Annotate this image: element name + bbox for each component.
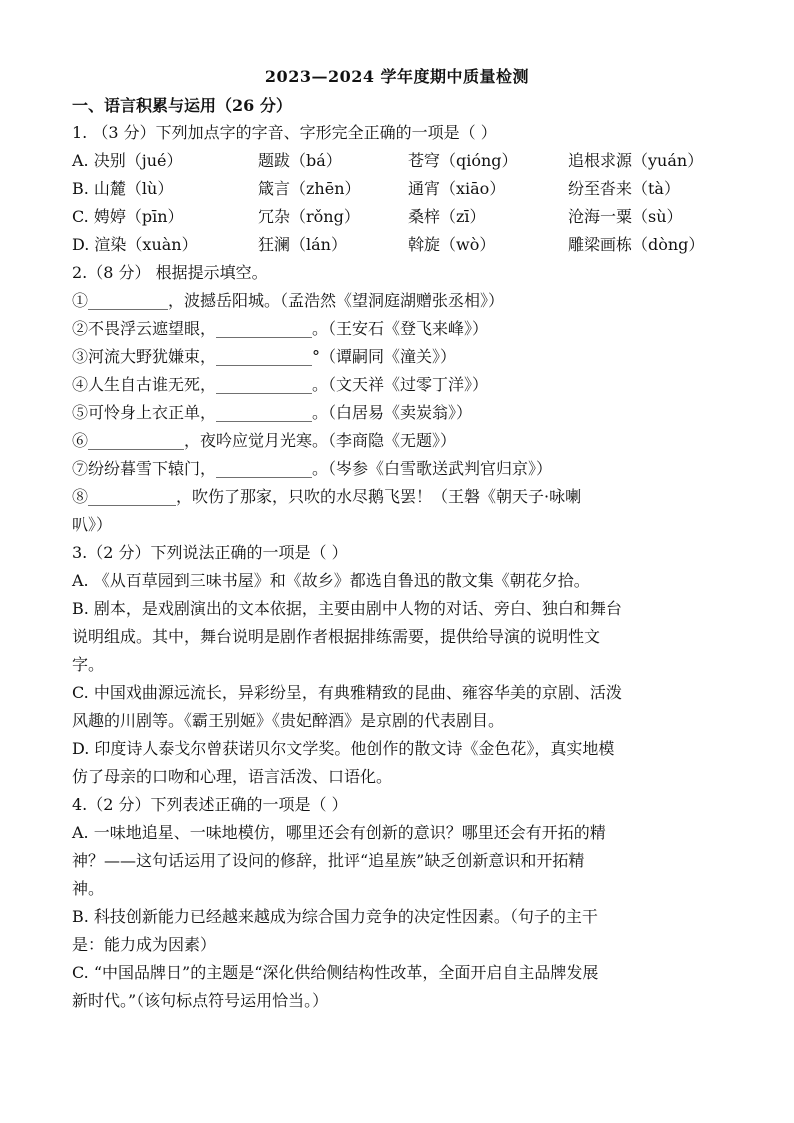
exam-title: 2023—2024 学年度期中质量检测 bbox=[264, 67, 530, 86]
question-3-line: B. 剧本，是戏剧演出的文本依据，主要由剧中人物的对话、旁白、独白和舞台 bbox=[72, 599, 622, 618]
fill-blank-item: ④人生自古谁无死，____________。（文天祥《过零丁洋》） bbox=[72, 375, 489, 394]
question-3-line: C. 中国戏曲源远流长，异彩纷呈，有典雅精致的昆曲、雍容华美的京剧、活泼 bbox=[72, 683, 622, 702]
option-b-word-4: 纷至沓来（tà） bbox=[568, 179, 680, 198]
question-4-line: 是：能力成为因素） bbox=[72, 935, 217, 954]
question-3-line: 风趣的川剧等。《霸王别姬》《贵妃醉酒》是京剧的代表剧目。 bbox=[72, 711, 505, 730]
section-heading: 一、语言积累与运用（26 分） bbox=[72, 96, 292, 115]
option-c-word-1: C. 娉婷（pīn） bbox=[72, 207, 184, 226]
question-4-line: B. 科技创新能力已经越来越成为综合国力竞争的决定性因素。（句子的主干 bbox=[72, 907, 598, 926]
fill-blank-item: ⑧___________，吹伤了那家，只吹的水尽鹅飞罢！（王磐《朝天子·咏喇 bbox=[72, 487, 582, 506]
option-a-word-2: 题跋（bá） bbox=[258, 151, 342, 170]
question-4-line: 神？——这句话运用了设问的修辞，批评“追星族”缺乏创新意识和开拓精 bbox=[72, 851, 585, 870]
option-b-word-1: B. 山麓（lù） bbox=[72, 179, 174, 198]
option-c-word-4: 沧海一粟（sù） bbox=[568, 207, 683, 226]
fill-blank-item: ⑥____________，夜吟应觉月光寒。（李商隐《无题》） bbox=[72, 431, 457, 450]
question-4-line: 新时代。”（该句标点符号运用恰当。） bbox=[72, 991, 329, 1010]
question-4-line: A. 一味地追星、一味地模仿，哪里还会有创新的意识？哪里还会有开拓的精 bbox=[72, 823, 606, 842]
fill-blank-item: ①__________，波撼岳阳城。（孟浩然《望洞庭湖赠张丞相》） bbox=[72, 291, 505, 310]
option-d-word-2: 狂澜（lán） bbox=[258, 235, 347, 254]
fill-blank-item-continued: 叭》） bbox=[72, 515, 113, 534]
question-3-line: D. 印度诗人泰戈尔曾获诺贝尔文学奖。他创作的散文诗《金色花》，真实地模 bbox=[72, 739, 615, 758]
option-a-word-1: A. 决别（jué） bbox=[72, 151, 183, 170]
option-d-word-1: D. 渲染（xuàn） bbox=[72, 235, 198, 254]
option-d-word-4: 雕梁画栋（dòng） bbox=[568, 235, 705, 254]
question-1-options bbox=[72, 151, 732, 263]
question-4-stem: 4.（2 分）下列表述正确的一项是（ ） bbox=[72, 795, 348, 814]
option-row-a bbox=[72, 151, 732, 179]
question-3-line: 说明组成。其中，舞台说明是剧作者根据排练需要，提供给导演的说明性文 bbox=[72, 627, 601, 646]
option-b-word-2: 箴言（zhēn） bbox=[258, 179, 361, 198]
option-b-word-3: 通宵（xiāo） bbox=[408, 179, 506, 198]
question-4-line: C. “中国品牌日”的主题是“深化供给侧结构性改革，全面开启自主品牌发展 bbox=[72, 963, 599, 982]
question-3-line: A. 《从百草园到三味书屋》和《故乡》都选自鲁迅的散文集《朝花夕拾。 bbox=[72, 571, 590, 590]
option-a-word-3: 苍穹（qióng） bbox=[408, 151, 518, 170]
fill-blank-item: ②不畏浮云遮望眼，____________。（王安石《登飞来峰》） bbox=[72, 319, 489, 338]
question-3-line: 字。 bbox=[72, 655, 105, 674]
option-row-c bbox=[72, 207, 732, 235]
option-c-word-2: 冗杂（rǒng） bbox=[258, 207, 360, 226]
option-c-word-3: 桑梓（zī） bbox=[408, 207, 486, 226]
question-3-line: 仿了母亲的口吻和心理，语言活泼、口语化。 bbox=[72, 767, 393, 786]
option-a-word-4: 追根求源（yuán） bbox=[568, 151, 704, 170]
question-3-stem: 3.（2 分）下列说法正确的一项是（ ） bbox=[72, 543, 348, 562]
option-row-d bbox=[72, 235, 732, 263]
fill-blank-item: ⑤可怜身上衣正单，____________。（白居易《卖炭翁》） bbox=[72, 403, 473, 422]
question-4-line: 神。 bbox=[72, 879, 105, 898]
question-1-stem: 1. （3 分）下列加点字的字音、字形完全正确的一项是（ ） bbox=[72, 123, 497, 142]
option-row-b bbox=[72, 179, 732, 207]
fill-blank-item: ⑦纷纷暮雪下辕门，____________。（岑参《白雪歌送武判官归京》） bbox=[72, 459, 553, 478]
fill-blank-item: ③河流大野犹嫌束，____________°（谭嗣同《潼关》） bbox=[72, 347, 457, 366]
question-2-stem: 2.（8 分） 根据提示填空。 bbox=[72, 263, 268, 282]
option-d-word-3: 斡旋（wò） bbox=[408, 235, 496, 254]
